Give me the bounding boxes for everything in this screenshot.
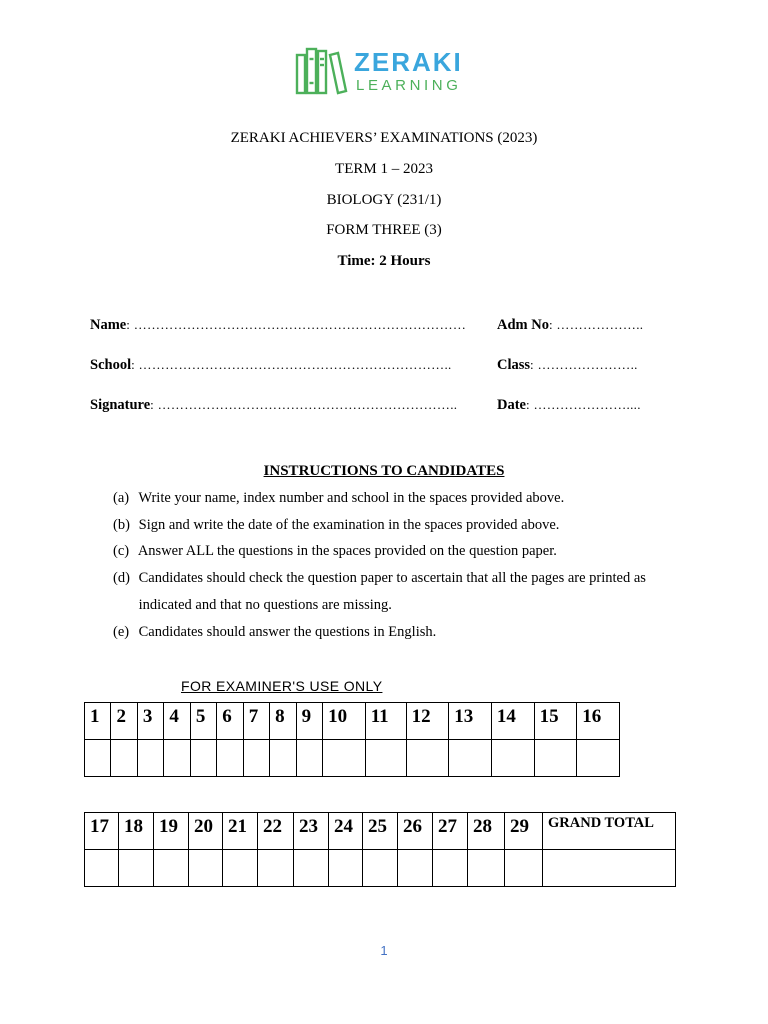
question-number: 15 [534,703,577,740]
logo-brand: ZERAKI [354,47,463,77]
question-number: 11 [365,703,406,740]
instruction-letter: (a) [113,490,130,506]
instruction-text: indicated and that no questions are missing. [138,597,392,613]
examiner-title: FOR EXAMINER'S USE ONLY [181,678,383,694]
exam-form: FORM THREE (3) [326,222,442,238]
question-number: 5 [190,703,216,740]
score-cell[interactable] [223,850,258,887]
date-field[interactable]: : ………………….... [526,397,641,412]
question-number: 24 [329,813,363,850]
exam-time: Time: 2 Hours [337,253,431,269]
score-cell[interactable] [491,740,534,777]
signature-label: Signature [90,397,151,413]
instruction-item [113,490,564,507]
signature-row [90,397,690,414]
question-number: 23 [294,813,329,850]
name-label: Name [90,317,127,333]
score-cell[interactable] [190,740,216,777]
score-cell[interactable] [398,850,433,887]
score-cell[interactable] [258,850,294,887]
question-number: 13 [449,703,492,740]
instruction-text: Answer ALL the questions in the spaces provided on the question paper. [137,543,557,559]
instruction-item [113,624,436,641]
score-cell[interactable] [468,850,505,887]
logo-subtitle: LEARNING [356,77,462,94]
exam-subject: BIOLOGY (231/1) [326,192,442,208]
score-cell[interactable] [406,740,449,777]
zeraki-logo [294,45,494,97]
question-number: 7 [243,703,269,740]
question-number: 18 [119,813,154,850]
score-cell[interactable] [505,850,543,887]
examiner-table-1 [84,702,620,777]
question-number: 29 [505,813,543,850]
adm-field[interactable]: : ……………….. [548,317,644,332]
instruction-letter: (c) [113,543,130,559]
question-number: 17 [85,813,119,850]
score-cell[interactable] [365,740,406,777]
score-cell[interactable] [577,740,620,777]
question-number: 3 [137,703,163,740]
question-number: 19 [154,813,189,850]
instruction-text: Candidates should check the question paper to ascertain that all the pages are printed as [138,570,646,586]
instruction-text: Candidates should answer the questions in English. [138,624,437,640]
grand-total-header: GRAND TOTAL [543,813,676,850]
instruction-text: Sign and write the date of the examination in the spaces provided above. [138,517,560,533]
score-cell[interactable] [154,850,189,887]
question-number: 20 [189,813,223,850]
question-number: 10 [323,703,366,740]
examiner-table-2 [84,812,676,887]
instruction-item [113,517,559,534]
question-number: 2 [111,703,137,740]
instructions-title: INSTRUCTIONS TO CANDIDATES [263,463,505,479]
score-cell[interactable] [296,740,322,777]
adm-label: Adm No [497,317,549,333]
score-cell[interactable] [164,740,190,777]
score-cell[interactable] [534,740,577,777]
score-cell[interactable] [217,740,243,777]
score-cell[interactable] [363,850,398,887]
page-number: 1 [380,943,388,958]
score-cell[interactable] [189,850,223,887]
score-cell[interactable] [243,740,269,777]
instruction-letter: (e) [113,624,130,640]
instruction-item [113,543,557,560]
instruction-letter: (b) [113,517,130,533]
question-number: 27 [433,813,468,850]
score-cell[interactable] [119,850,154,887]
question-number: 22 [258,813,294,850]
score-cell[interactable] [329,850,363,887]
score-cell[interactable] [111,740,137,777]
school-field[interactable]: : …………………………………………………………….. [131,357,452,372]
date-label: Date [497,397,526,413]
score-cell[interactable] [137,740,163,777]
question-number: 8 [270,703,296,740]
score-cell[interactable] [449,740,492,777]
signature-field[interactable]: : ………………………………………………………….. [150,397,458,412]
class-label: Class [497,357,531,373]
school-row [90,357,690,374]
question-number: 6 [217,703,243,740]
exam-term: TERM 1 – 2023 [335,161,433,177]
score-cell[interactable] [433,850,468,887]
question-number: 14 [491,703,534,740]
score-cell[interactable] [85,740,111,777]
exam-title: ZERAKI ACHIEVERS’ EXAMINATIONS (2023) [230,130,538,146]
question-number: 21 [223,813,258,850]
grand-total-cell[interactable] [543,850,676,887]
name-row [90,317,690,334]
school-label: School [90,357,132,373]
question-number: 25 [363,813,398,850]
question-number: 26 [398,813,433,850]
question-number: 9 [296,703,322,740]
instruction-text: Write your name, index number and school in the spaces provided above. [138,490,565,506]
question-number: 16 [577,703,620,740]
score-cell[interactable] [85,850,119,887]
name-field[interactable]: : ………………………………………………………………… [126,317,467,332]
score-cell[interactable] [294,850,329,887]
class-field[interactable]: : ………………….. [530,357,638,372]
instruction-letter: (d) [113,570,130,586]
question-number: 28 [468,813,505,850]
score-cell[interactable] [323,740,366,777]
instruction-item [113,597,392,614]
question-number: 4 [164,703,190,740]
question-number: 12 [406,703,449,740]
question-number: 1 [85,703,111,740]
instruction-item [113,570,646,587]
books-icon [294,45,352,97]
score-cell[interactable] [270,740,296,777]
